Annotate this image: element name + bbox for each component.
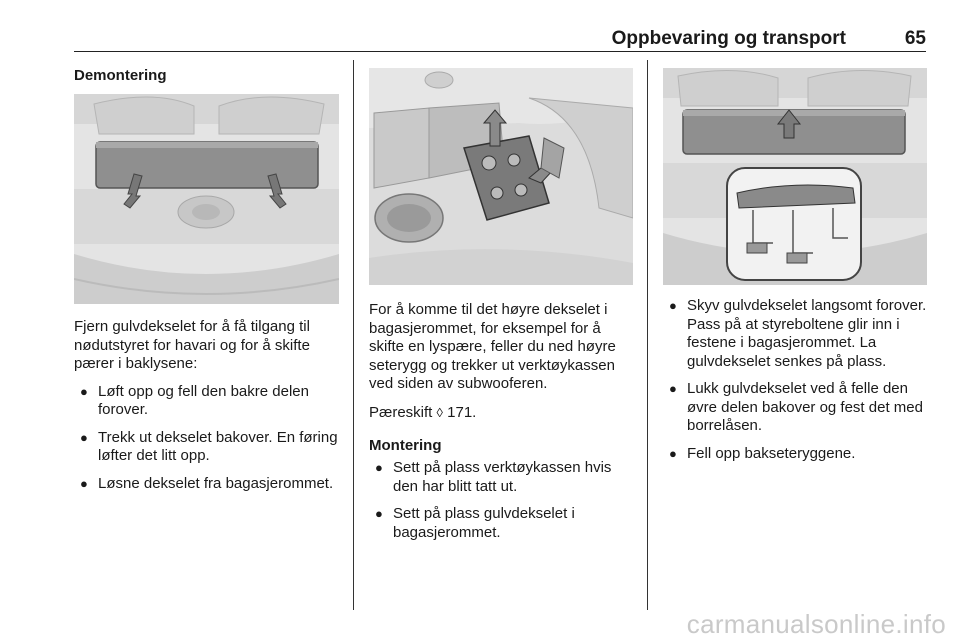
reference-triangle-icon: ◊ [436, 404, 443, 420]
page-number: 65 [904, 28, 926, 49]
figure-trunk-floor-cover-removal [74, 94, 339, 304]
column-divider [647, 60, 648, 610]
trunk-illustration-1 [74, 94, 339, 304]
removal-steps-list [74, 383, 340, 494]
access-paragraph: For å komme til det høyre dekselet i bagasjerommet, for eksempel for å skifte en lyspære, feller du ned høyre seterygg og trekker ut verktøykassen ved siden av subwooferen. [369, 301, 616, 392]
watermark: carmanualsonline.info [686, 609, 946, 639]
install-steps-list [369, 459, 633, 542]
bullet-icon: ● [80, 475, 88, 491]
section-heading-demontering: Demontering [74, 67, 167, 84]
list-item: ● Trekk ut dekselet bakover. En føring løfter det litt opp. [80, 428, 338, 464]
list-item: ● Fell opp bakseteryggene. [669, 444, 856, 462]
trunk-illustration-3 [663, 68, 927, 285]
column-2 [369, 60, 633, 542]
list-item: ● Sett på plass gulvdekselet i bagasjerommet. [375, 505, 575, 541]
section-heading-montering: Montering [369, 437, 442, 454]
bullet-icon: ● [375, 460, 383, 475]
bullet-icon: ● [669, 381, 677, 396]
bullet-icon: ● [80, 383, 88, 399]
bullet-icon: ● [669, 445, 677, 461]
trunk-illustration-2 [369, 68, 633, 285]
column-1 [74, 60, 340, 493]
column-3 [663, 60, 927, 463]
list-item: ● Løsne dekselet fra bagasjerommet. [80, 474, 334, 492]
list-item: ● Sett på plass verktøykassen hvis den har blitt tatt ut. [375, 459, 612, 495]
bullet-icon: ● [80, 429, 88, 445]
intro-paragraph: Fjern gulvdekselet for å få tilgang til nødutstyret for havari og for å skifte pærer i baklysene: [74, 318, 310, 372]
column-divider [353, 60, 354, 610]
install-steps-list-continued [663, 297, 927, 463]
header-title: Oppbevaring og transport [611, 28, 846, 49]
list-item: ● Lukk gulvdekselet ved å felle den øvre delen bakover og fest det med borrelåsen. [669, 380, 923, 434]
reference-paragraph: Pæreskift ◊ 171. [369, 403, 477, 421]
bullet-icon: ● [669, 298, 677, 313]
page-reference: 171. [447, 403, 477, 421]
figure-tool-box-subwoofer [369, 68, 633, 285]
list-item: ● Løft opp og fell den bakre delen forover. [80, 382, 309, 418]
list-item: ● Skyv gulvdekselet langsomt forover. Pass på at styreboltene glir inn i festene i bagasjerommet. La gulvdekselet senkes på plass. [669, 297, 927, 370]
figure-floor-cover-installation [663, 68, 927, 285]
bullet-icon: ● [375, 506, 383, 521]
page-header [74, 28, 926, 52]
